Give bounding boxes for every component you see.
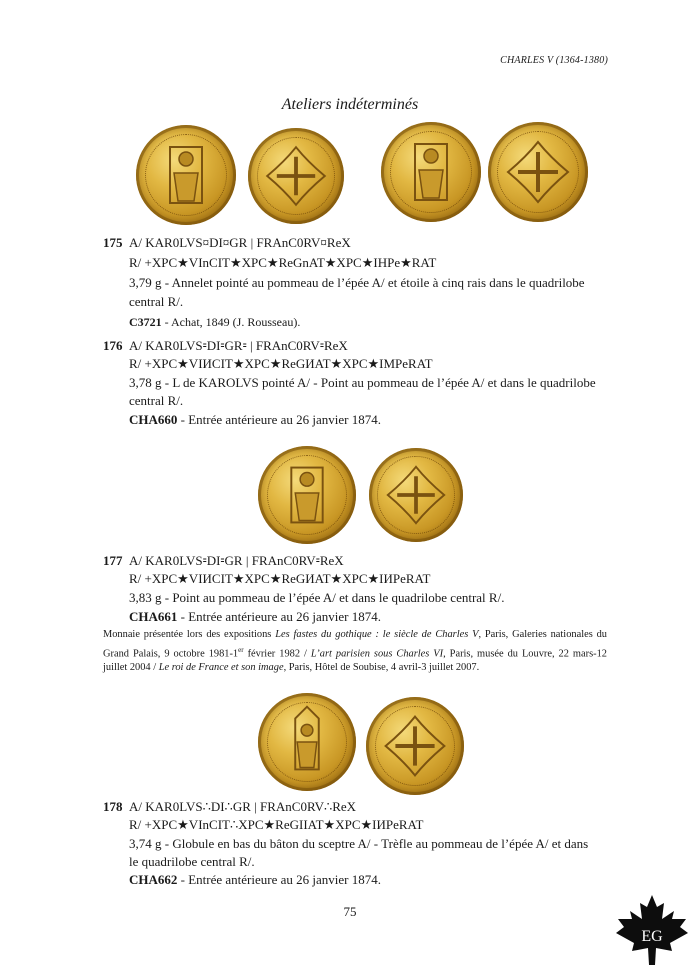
reverse-legend: R/ +XPC★VInCIT★XPC★ReGnAT★XPC★IHPe★RAT	[129, 255, 437, 270]
reverse-legend: R/ +XPC★VInCIT∴XPC★ReGIIAT★XPC★IИPeRAT	[129, 817, 424, 832]
reverse-legend: R/ +XPC★VIИCIT★XPC★ReGИAT★XPC★IИPeRAT	[129, 571, 431, 586]
description-line: le quadrilobe central R/.	[129, 854, 255, 869]
description-line: 3,79 g - Annelet pointé au pommeau de l’épée A/ et étoile à cinq rais dans le quadrilobe	[129, 275, 585, 290]
reference-code: CHA662	[129, 872, 178, 887]
catalogue-entry-178	[103, 797, 613, 892]
exhibition-note: Monnaie présentée lors des expositions Les fastes du gothique : le siècle de Charles V, Paris, Galeries nationales du Grand Palais, 9 octobre 1981-1er février 1982 / L’art parisien sous Charles VI, Paris, musée du Louvre, 22 mars-12 juillet 2004 / Le roi de France et son image, Paris, Hôtel de Soubise, 4 avril-3 juillet 2007.	[103, 629, 607, 674]
obverse-legend: A/ KAR0LVS⹀DI⹀GR⹀ | FRAnC0RV⹀ReX	[129, 338, 348, 353]
section-title: Ateliers indéterminés	[281, 96, 419, 113]
reference-text: - Entrée antérieure au 26 janvier 1874.	[177, 412, 381, 427]
reference-text: - Achat, 1849 (J. Rousseau).	[161, 315, 301, 329]
description-line: 3,74 g - Globule en bas du bâton du sceptre A/ - Trèfle au pommeau de l’épée A/ et dans	[129, 836, 589, 851]
obverse-legend: A/ KAR0LVS∴DI∴GR | FRAnC0RV∴ReX	[129, 799, 357, 814]
reference-code: CHA661	[129, 609, 178, 624]
coin-177-reverse-image	[369, 448, 463, 542]
maple-leaf-logo-icon	[612, 893, 692, 968]
reference	[129, 607, 381, 626]
reference-code: CHA660	[129, 412, 178, 427]
description-line: central R/.	[129, 294, 184, 309]
entry-number: 176	[103, 338, 123, 353]
description-line: 3,78 g - L de KAROLVS pointé A/ - Point au pommeau de l’épée A/ et dans le quadrilobe	[129, 375, 596, 390]
running-head: CHARLES V (1364-1380)	[500, 55, 608, 66]
coin-178-obverse-image	[258, 693, 356, 791]
entry-number: 175	[103, 235, 123, 250]
entry-number: 177	[103, 553, 123, 568]
reference	[129, 410, 381, 429]
reverse-legend: R/ +XPC★VIИCIT★XPC★ReGИAT★XPC★IMPeRAT	[129, 356, 433, 371]
reference	[129, 870, 381, 889]
logo-text: EG	[641, 928, 663, 945]
reference	[129, 313, 300, 332]
coin-177-obverse-image	[258, 446, 356, 544]
reference-text: - Entrée antérieure au 26 janvier 1874.	[177, 872, 381, 887]
obverse-legend: A/ KAR0LVS⹀DI⹀GR | FRAnC0RV⹀ReX	[129, 553, 344, 568]
entry-number: 178	[103, 799, 123, 814]
reference-code: C3721	[129, 315, 162, 329]
description-line: 3,83 g - Point au pommeau de l’épée A/ et dans le quadrilobe central R/.	[129, 590, 505, 605]
catalogue-entry-177	[103, 551, 613, 626]
coin-175b-reverse-image	[488, 122, 588, 222]
coin-175b-obverse-image	[381, 122, 481, 222]
coin-178-reverse-image	[366, 697, 464, 795]
coin-175-obverse-image	[136, 125, 236, 225]
coin-175-reverse-image	[248, 128, 344, 224]
reference-text: - Entrée antérieure au 26 janvier 1874.	[177, 609, 381, 624]
catalogue-entry-176	[103, 336, 613, 426]
obverse-legend: A/ KAR0LVS¤DI¤GR | FRAnC0RV¤ReX	[129, 235, 351, 250]
description-line: central R/.	[129, 393, 184, 408]
page-number: 75	[343, 904, 357, 919]
catalogue-entry-175	[103, 233, 613, 329]
